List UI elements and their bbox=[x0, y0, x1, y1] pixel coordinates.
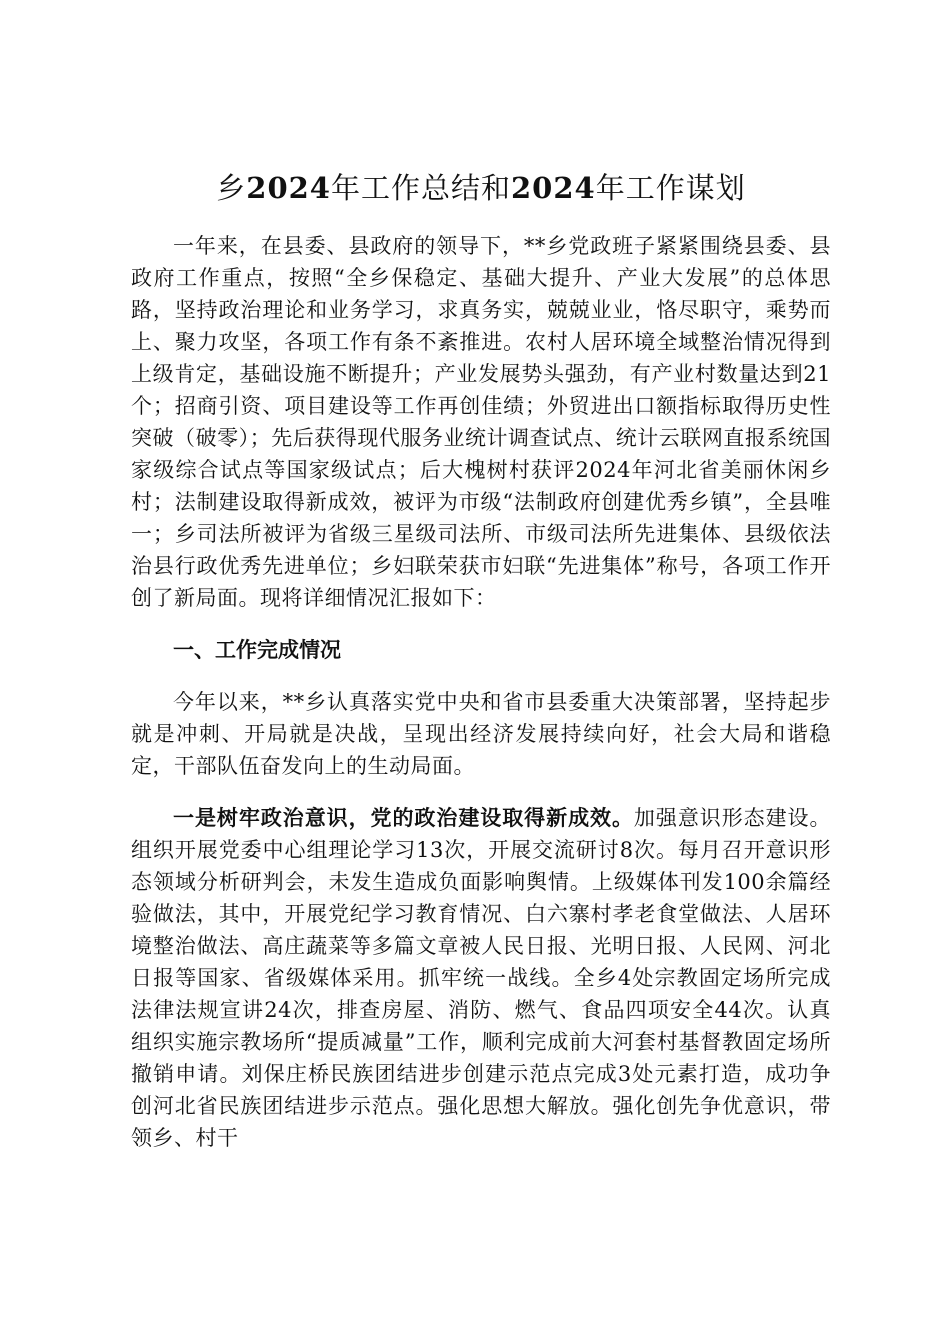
title-part-3: 年工作谋划 bbox=[595, 171, 746, 205]
section-paragraph: 今年以来，**乡认真落实党中央和省市县委重大决策部署，坚持起步就是冲刺、开局就是决战，呈现出经济发展持续向好，社会大局和谐稳定，干部队伍奋发向上的生动局面。 bbox=[131, 690, 831, 778]
item-paragraph bbox=[131, 802, 831, 1154]
page-title bbox=[131, 168, 831, 208]
item-body: 加强意识形态建设。组织开展党委中心组理论学习13次，开展交流研讨8次。每月召开意识形态领域分析研判会，未发生造成负面影响舆情。上级媒体刊发100余篇经验做法，其中，开展党纪学习教育情况、白六寨村孝老食堂做法、人居环境整治做法、高庄蔬菜等多篇文章被人民日报、光明日报、人民网、河北日报等国家、省级媒体采用。抓牢统一战线。全乡4处宗教固定场所完成法律法规宣讲24次，排查房屋、消防、燃气、食品四项安全44次。认真组织实施宗教场所“提质减量”工作，顺利完成前大河套村基督教固定场所撤销申请。刘保庄桥民族团结进步创建示范点完成3处元素打造，成功争创河北省民族团结进步示范点。强化思想大解放。强化创先争优意识，带领乡、村干 bbox=[131, 806, 832, 1150]
intro-paragraph: 一年来，在县委、县政府的领导下，**乡党政班子紧紧围绕县委、县政府工作重点，按照“全乡保稳定、基础大提升、产业大发展”的总体思路，坚持政治理论和业务学习，求真务实，兢兢业业，恪尽职守，乘势而上、聚力攻坚，各项工作有条不紊推进。农村人居环境全域整治情况得到上级肯定，基础设施不断提升；产业发展势头强劲，有产业村数量达到21个；招商引资、项目建设等工作再创佳绩；外贸进出口额指标取得历史性突破（破零）；先后获得现代服务业统计调查试点、统计云联网直报系统国家级综合试点等国家级试点；后大槐树村获评2024年河北省美丽休闲乡村；法制建设取得新成效，被评为市级“法制政府创建优秀乡镇”，全县唯一；乡司法所被评为省级三星级司法所、市级司法所先进集体、县级依法治县行政优秀先进单位；乡妇联荣获市妇联“先进集体”称号，各项工作开创了新局面。现将详细情况汇报如下： bbox=[131, 234, 831, 610]
title-part-2: 年工作总结和 bbox=[330, 171, 511, 205]
item-lead: 一是树牢政治意识，党的政治建设取得新成效。 bbox=[173, 805, 634, 830]
document-page bbox=[131, 168, 831, 1154]
title-year-2: 2024 bbox=[511, 171, 596, 205]
section-heading: 一、工作完成情况 bbox=[173, 637, 341, 662]
title-year-1: 2024 bbox=[246, 171, 331, 205]
title-part-1: 乡 bbox=[216, 171, 247, 205]
